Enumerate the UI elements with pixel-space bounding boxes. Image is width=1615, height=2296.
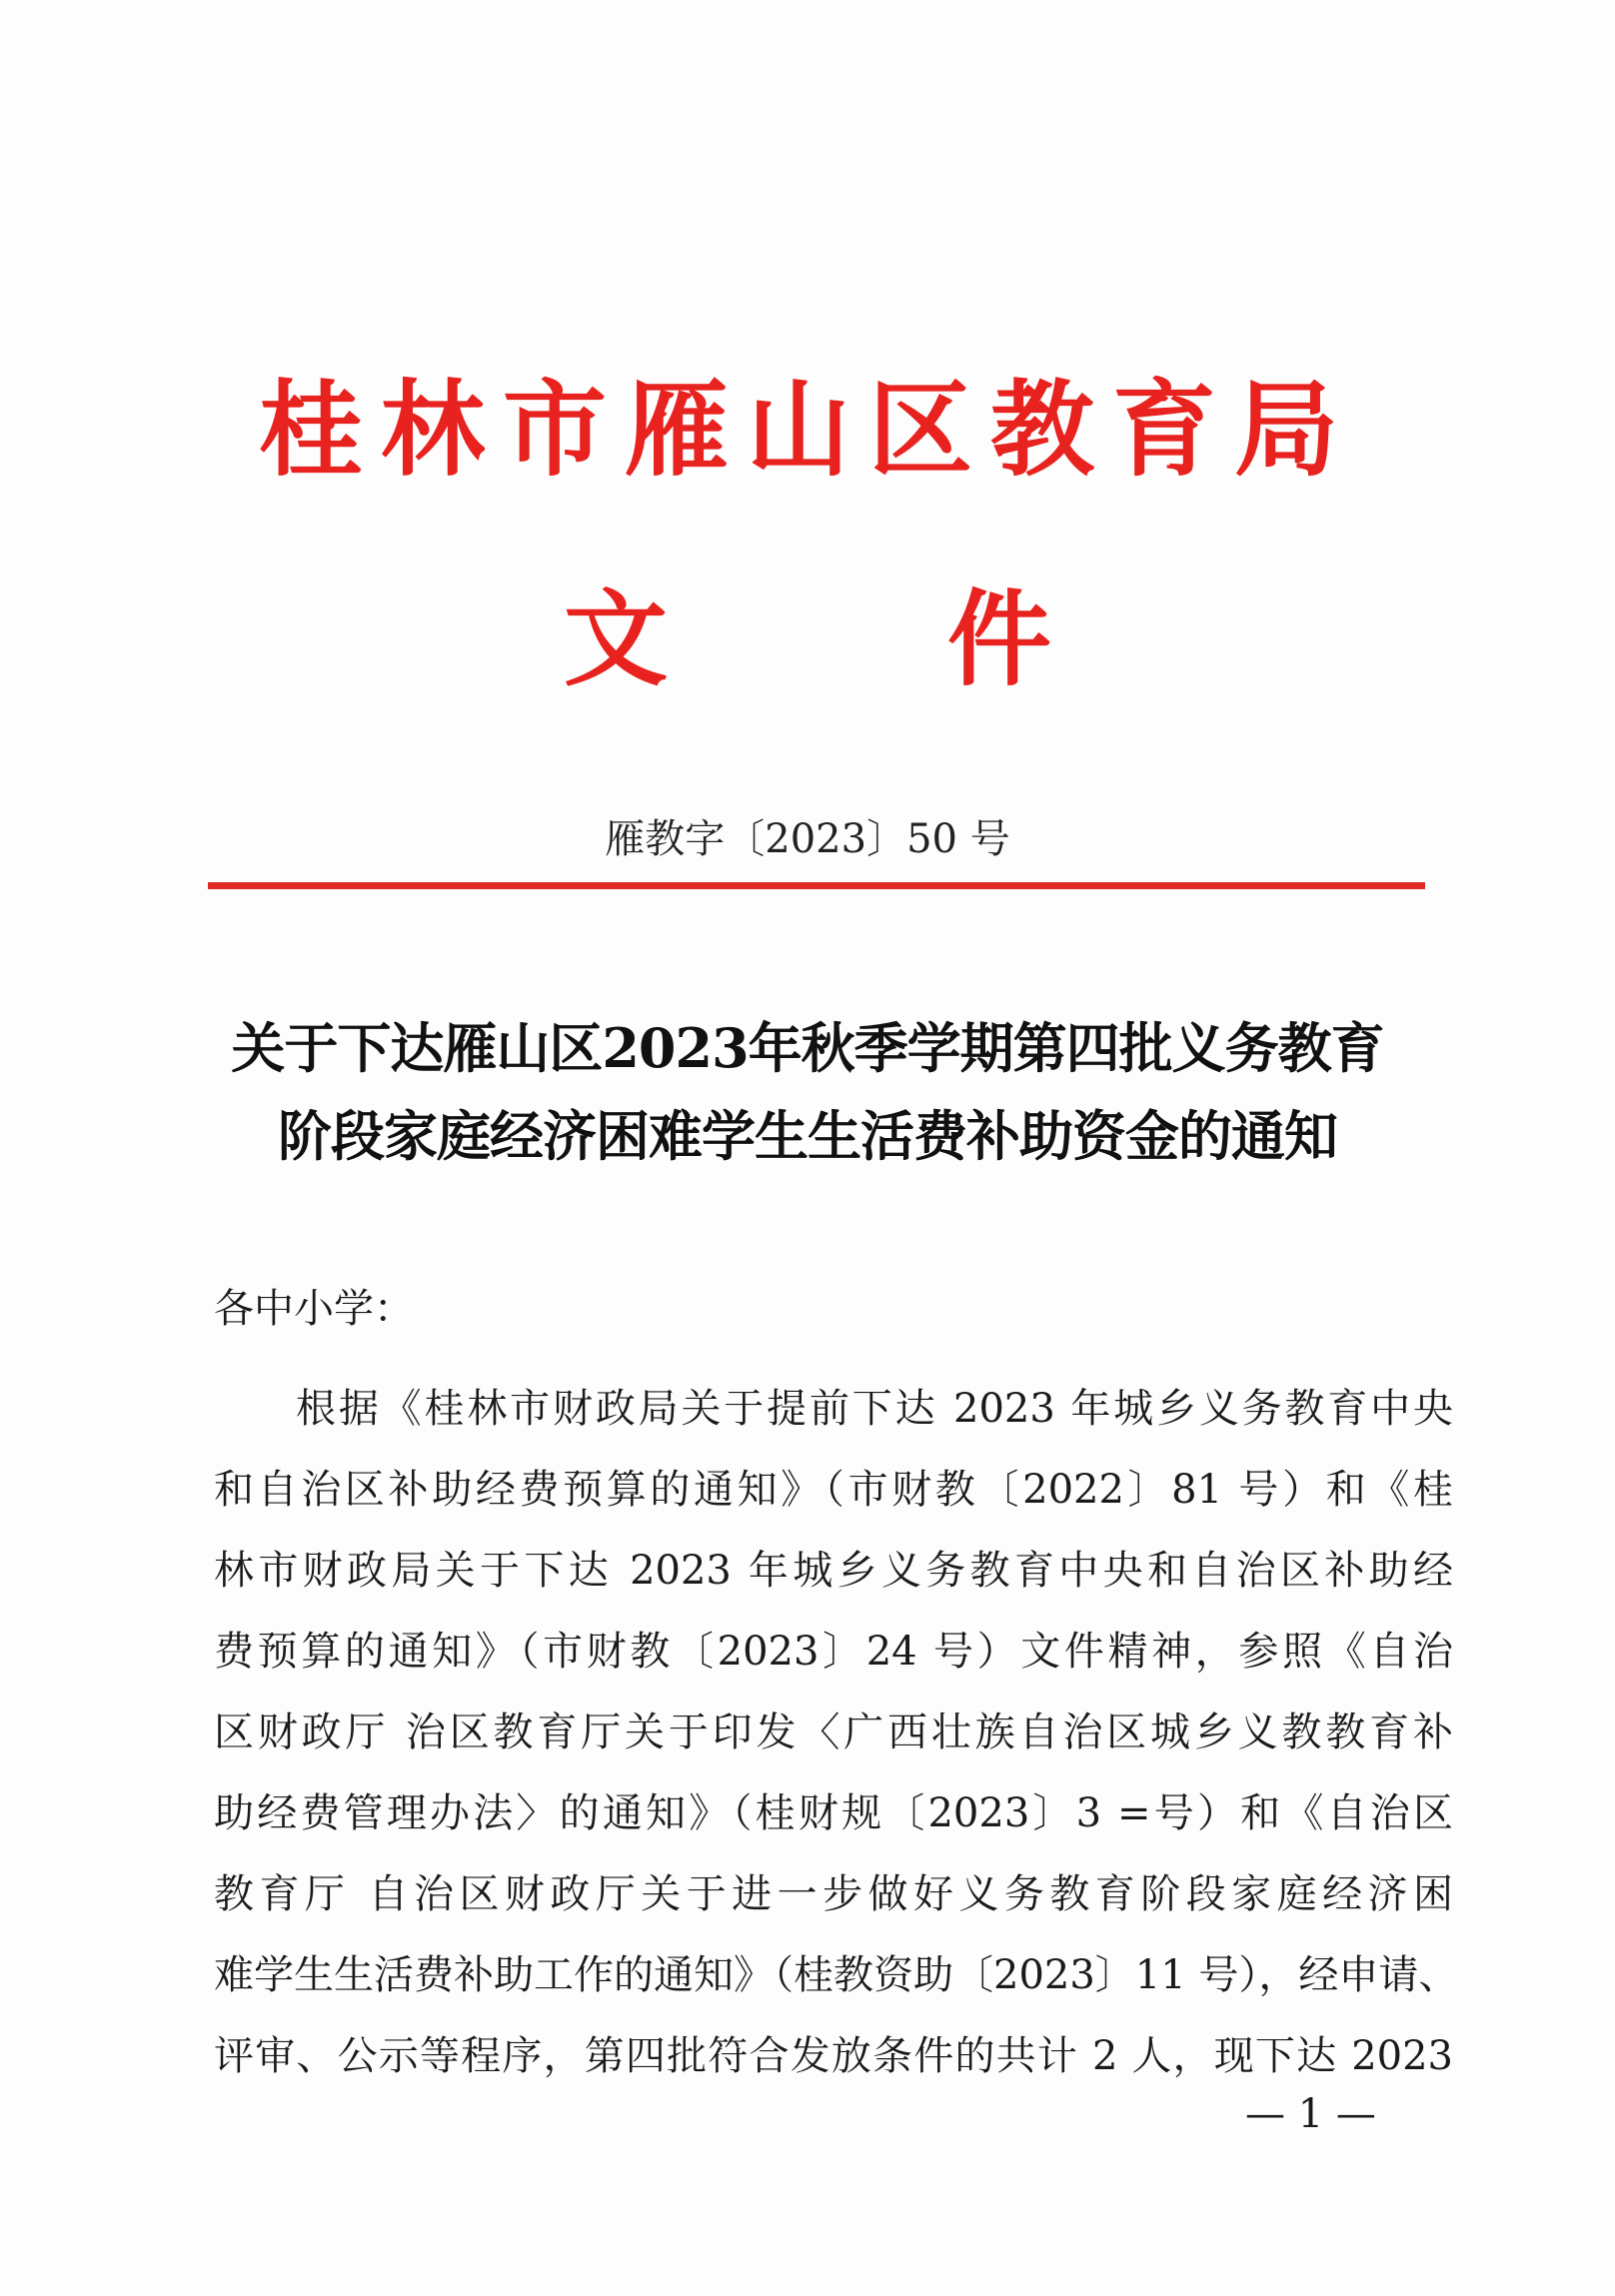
body-line: 难学生生活费补助工作的通知》（桂教资助〔2023〕11 号），经申请、 [214,1952,1459,1998]
body-line: 助经费管理办法〉的通知》（桂财规〔2023〕3 =号）和《自治区 [214,1790,1453,1836]
document-number: 雁教字〔2023〕50 号 [605,816,1010,862]
notice-title-line-1: 关于下达雁山区2023年秋季学期第四批义务教育 [231,1016,1384,1080]
notice-title [0,1004,1615,1180]
body-text [214,1369,1459,2097]
notice-title-line-2: 阶段家庭经济困难学生生活费补助资金的通知 [278,1104,1337,1168]
body-line: 根据《桂林市财政局关于提前下达 2023 年城乡义务教育中央 [296,1386,1453,1432]
document-label: 文件 [563,577,1331,700]
body-line: 区财政厅 治区教育厅关于印发〈广西壮族自治区城乡义教教育补 [214,1710,1453,1755]
salutation: 各中小学： [214,1286,414,1332]
issuing-organization-title: 桂林市雁山区教育局 [258,368,1356,491]
body-line: 和自治区补助经费预算的通知》（市财教〔2022〕81 号）和《桂 [214,1467,1453,1513]
page-number: — 1 — [1245,2091,1376,2137]
body-line: 评审、公示等程序，第四批符合发放条件的共计 2 人，现下达 2023 [214,2033,1453,2079]
body-line: 费预算的通知》（市财教〔2023〕24 号）文件精神，参照《自治 [214,1629,1453,1675]
body-line: 教育厅 自治区财政厅关于进一步做好义务教育阶段家庭经济困 [214,1871,1453,1917]
body-line: 林市财政局关于下达 2023 年城乡义务教育中央和自治区补助经 [214,1548,1453,1594]
red-separator-line [208,882,1425,889]
